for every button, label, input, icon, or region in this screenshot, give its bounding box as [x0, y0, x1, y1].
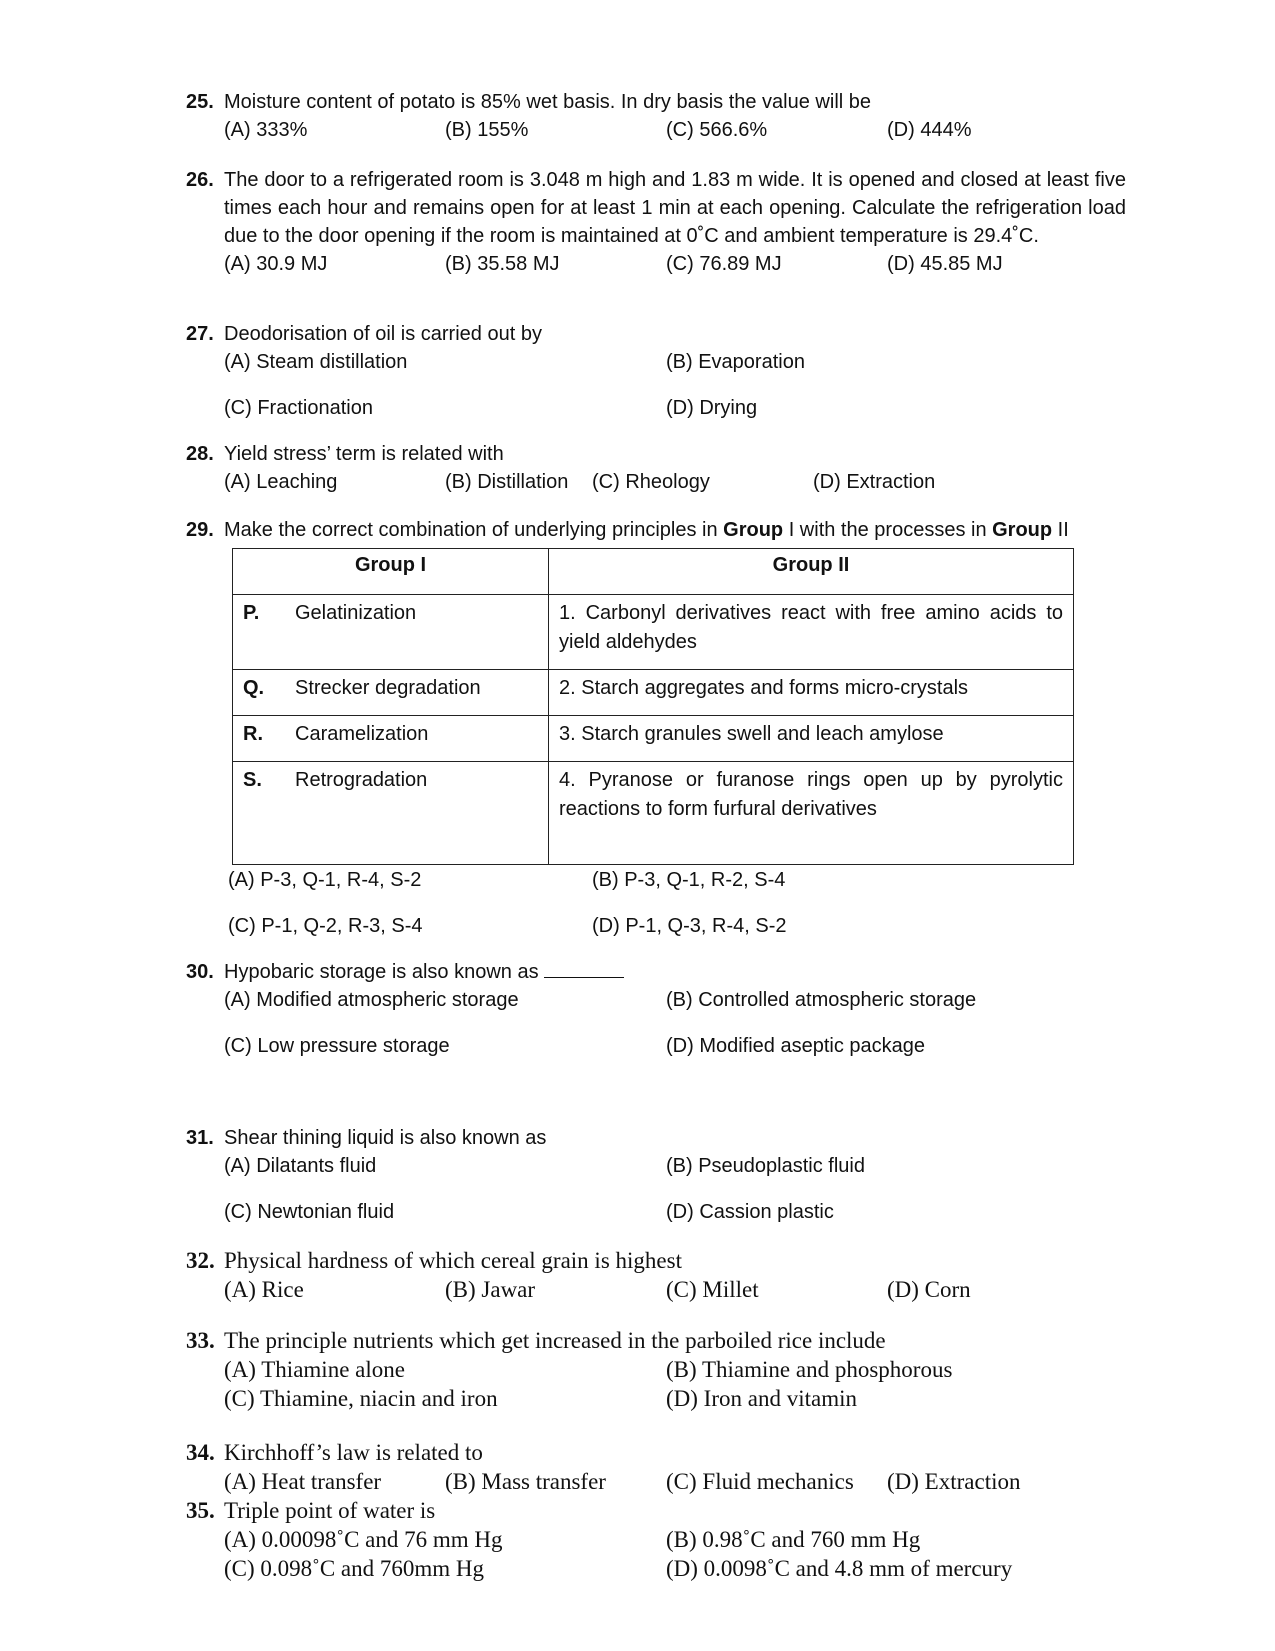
question-29-options — [186, 866, 1126, 940]
option-d: (D) Modified aseptic package — [666, 1035, 926, 1057]
question-text — [224, 516, 1106, 544]
table-row — [233, 670, 1074, 716]
option-b: (B) Pseudoplastic fluid — [666, 1155, 865, 1177]
option-c: (C) Millet — [666, 1277, 759, 1302]
question-text-part: Make the correct combination of underlying principles in — [224, 519, 724, 541]
question-30 — [186, 958, 1126, 1060]
row-label: R. — [243, 723, 263, 745]
question-text-part: I with the processes in — [783, 519, 993, 541]
question-number: 35. — [186, 1498, 215, 1523]
option-b: (B) P-3, Q-1, R-2, S-4 — [592, 869, 786, 891]
option-d: (D) 0.0098˚C and 4.8 mm of mercury — [666, 1556, 1013, 1581]
option-b: (B) 0.98˚C and 760 mm Hg — [666, 1527, 921, 1552]
options-row — [224, 1152, 1126, 1180]
row-description: 3. Starch granules swell and leach amylose — [549, 716, 1074, 762]
table-row — [233, 595, 1074, 670]
question-text: Yield stress’ term is related with — [224, 443, 504, 465]
row-term: Gelatinization — [295, 602, 417, 624]
options-row — [224, 250, 1126, 278]
group-label: Group — [992, 519, 1053, 541]
option-a: (A) 0.00098˚C and 76 mm Hg — [224, 1527, 503, 1552]
option-c: (C) Thiamine, niacin and iron — [224, 1386, 498, 1411]
options-row — [224, 348, 1126, 376]
option-c: (C) 76.89 MJ — [666, 253, 782, 275]
option-a: (A) Thiamine alone — [224, 1357, 405, 1382]
options-row — [224, 1355, 1126, 1384]
question-32 — [186, 1246, 1126, 1304]
option-b: (B) Jawar — [445, 1277, 536, 1302]
options-row — [228, 866, 1126, 894]
option-b: (B) Evaporation — [666, 351, 805, 373]
option-d: (D) 444% — [887, 119, 972, 141]
question-number: 33. — [186, 1328, 215, 1353]
options-row — [224, 986, 1126, 1014]
option-c: (C) P-1, Q-2, R-3, S-4 — [228, 915, 423, 937]
option-c: (C) Rheology — [592, 471, 710, 493]
row-label: P. — [243, 602, 260, 624]
table-row — [233, 716, 1074, 762]
question-number: 29. — [186, 519, 214, 541]
question-text: Moisture content of potato is 85% wet basis. In dry basis the value will be — [224, 91, 872, 113]
question-number: 30. — [186, 961, 214, 983]
option-b: (B) Thiamine and phosphorous — [666, 1357, 953, 1382]
question-number: 25. — [186, 91, 214, 113]
option-a: (A) 30.9 MJ — [224, 253, 328, 275]
option-c: (C) 0.098˚C and 760mm Hg — [224, 1556, 485, 1581]
question-number: 31. — [186, 1127, 214, 1149]
question-28 — [186, 440, 1126, 496]
row-term: Retrogradation — [295, 769, 428, 791]
question-number: 27. — [186, 323, 214, 345]
question-26 — [186, 166, 1126, 278]
question-text: Physical hardness of which cereal grain is highest — [224, 1248, 682, 1273]
option-d: (D) 45.85 MJ — [887, 253, 1003, 275]
options-row — [224, 1525, 1126, 1554]
option-b: (B) Distillation — [445, 471, 569, 493]
row-label: S. — [243, 769, 262, 791]
question-33 — [186, 1326, 1126, 1413]
row-description: 4. Pyranose or furanose rings open up by pyrolytic reactions to form furfural derivatives — [549, 762, 1074, 865]
option-a: (A) Steam distillation — [224, 351, 408, 373]
option-d: (D) P-1, Q-3, R-4, S-2 — [592, 915, 787, 937]
question-text-part: II — [1052, 519, 1069, 541]
question-text — [224, 958, 1126, 986]
answer-blank — [544, 959, 624, 978]
column-header: Group II — [549, 549, 1074, 595]
option-d: (D) Cassion plastic — [666, 1201, 834, 1223]
table-cell — [233, 762, 549, 865]
options-row — [224, 1198, 1126, 1226]
question-number: 28. — [186, 443, 214, 465]
option-c: (C) Newtonian fluid — [224, 1201, 395, 1223]
group-label: Group — [723, 519, 784, 541]
question-number: 32. — [186, 1248, 215, 1273]
question-text: Shear thining liquid is also known as — [224, 1127, 547, 1149]
options-row — [224, 1384, 1126, 1413]
question-31 — [186, 1124, 1126, 1226]
row-description: 2. Starch aggregates and forms micro-crystals — [549, 670, 1074, 716]
options-row — [224, 116, 1126, 144]
option-d: (D) Drying — [666, 397, 758, 419]
match-table — [232, 548, 1074, 865]
option-a: (A) Heat transfer — [224, 1469, 382, 1494]
option-b: (B) 155% — [445, 119, 529, 141]
options-row — [224, 1032, 1126, 1060]
table-row — [233, 762, 1074, 865]
option-c: (C) Fractionation — [224, 397, 373, 419]
row-term: Caramelization — [295, 723, 429, 745]
column-header: Group I — [233, 549, 549, 595]
question-29 — [186, 516, 1106, 544]
option-a: (A) 333% — [224, 119, 308, 141]
table-cell — [233, 670, 549, 716]
options-row — [224, 1275, 1126, 1304]
question-text: Deodorisation of oil is carried out by — [224, 323, 542, 345]
options-row — [224, 468, 1126, 496]
option-a: (A) Dilatants fluid — [224, 1155, 377, 1177]
option-a: (A) Modified atmospheric storage — [224, 989, 519, 1011]
question-34 — [186, 1438, 1126, 1496]
question-text: Triple point of water is — [224, 1498, 436, 1523]
option-a: (A) P-3, Q-1, R-4, S-2 — [228, 869, 422, 891]
option-d: (D) Extraction — [813, 471, 936, 493]
option-b: (B) Mass transfer — [445, 1469, 606, 1494]
question-text: The principle nutrients which get increased in the parboiled rice include — [224, 1328, 886, 1353]
option-c: (C) Fluid mechanics — [666, 1469, 854, 1494]
row-description: 1. Carbonyl derivatives react with free amino acids to yield aldehydes — [549, 595, 1074, 670]
options-row — [228, 912, 1126, 940]
question-number: 34. — [186, 1440, 215, 1465]
option-d: (D) Extraction — [887, 1469, 1021, 1494]
question-text-part: Hypobaric storage is also known as — [224, 961, 539, 983]
option-d: (D) Corn — [887, 1277, 971, 1302]
option-d: (D) Iron and vitamin — [666, 1386, 857, 1411]
options-row — [224, 394, 1126, 422]
row-label: Q. — [243, 677, 265, 699]
option-b: (B) 35.58 MJ — [445, 253, 560, 275]
table-cell — [233, 595, 549, 670]
option-a: (A) Leaching — [224, 471, 338, 493]
question-35 — [186, 1496, 1126, 1583]
option-c: (C) Low pressure storage — [224, 1035, 450, 1057]
question-25 — [186, 88, 1126, 144]
question-text: The door to a refrigerated room is 3.048 m high and 1.83 m wide. It is opened and closed at least five times each hour and remains open for at least 1 min at each opening. Calculate the refrigeration load due to the door opening if the room is maintained at 0˚C and ambient temperature is 29.4˚C. — [224, 169, 1126, 247]
option-b: (B) Controlled atmospheric storage — [666, 989, 977, 1011]
option-a: (A) Rice — [224, 1277, 304, 1302]
question-27 — [186, 320, 1126, 422]
row-term: Strecker degradation — [295, 677, 481, 699]
table-cell — [233, 716, 549, 762]
question-text: Kirchhoff’s law is related to — [224, 1440, 483, 1465]
question-number: 26. — [186, 169, 214, 191]
option-c: (C) 566.6% — [666, 119, 768, 141]
options-row — [224, 1554, 1126, 1583]
options-row — [224, 1467, 1126, 1496]
